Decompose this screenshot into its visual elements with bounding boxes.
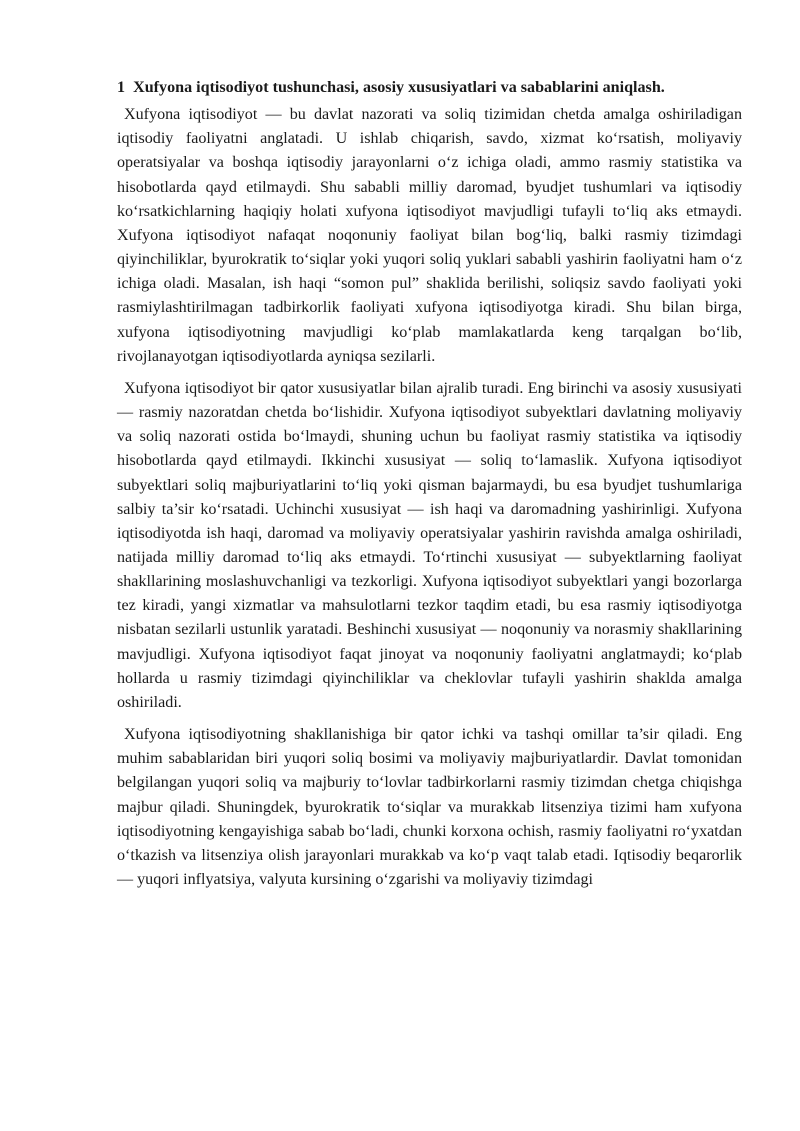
section-heading (117, 76, 742, 100)
paragraph-features: Xufyona iqtisodiyot bir qator xususiyatlar bilan ajralib turadi. Eng birinchi va asosiy xususiyati — rasmiy nazoratdan chetda bo‘lishidir. Xufyona iqtisodiyot subyektlari davlatning moliyaviy va soliq nazorati ostida bo‘lmaydi, shuning uchun bu faoliyat rasmiy statistika va iqtisodiy hisobotlarda qayd etilmaydi. Ikkinchi xususiyat — soliq to‘lamaslik. Xufyona iqtisodiyot subyektlari soliq majburiyatlarini to‘liq yoki qisman bajarmaydi, bu esa byudjet tushumlariga salbiy ta’sir ko‘rsatadi. Uchinchi xususiyat — ish haqi va daromadning yashirinligi. Xufyona iqtisodiyotda ish haqi, daromad va moliyaviy operatsiyalar yashirin ravishda amalga oshiriladi, natijada milliy daromad to‘liq aks etmaydi. To‘rtinchi xususiyat — subyektlarning faoliyat shakllarining moslashuvchanligi va tezkorligi. Xufyona iqtisodiyot subyektlari yangi bozorlarga tez kiradi, yangi xizmatlar va mahsulotlarni tezkor taqdim etadi, bu esa rasmiy iqtisodiyotga nisbatan sezilarli ustunlik yaratadi. Beshinchi xususiyat — noqonuniy va norasmiy shakllarining mavjudligi. Xufyona iqtisodiyot faqat jinoyat va noqonuniy faoliyatni anglatmaydi; ko‘plab hollarda u rasmiy tizimdagi qiyinchiliklar va cheklovlar tufayli yashirin shaklda amalga oshiriladi. (117, 379, 742, 711)
section-number: 1 (117, 79, 126, 96)
paragraph-causes: Xufyona iqtisodiyotning shakllanishiga bir qator ichki va tashqi omillar ta’sir qiladi. Eng muhim sabablaridan biri yuqori soliq bosimi va moliyaviy majburiyatlardir. Davlat tomonidan belgilangan yuqori soliq va majburiy to‘lovlar tadbirkorlarni rasmiy tizimdan chetga chiqishga majbur qiladi. Shuningdek, byurokratik to‘siqlar va murakkab litsenziya tizimi ham xufyona iqtisodiyotning kengayishiga sabab bo‘ladi, chunki korxona ochish, rasmiy faoliyatni ro‘yxatdan o‘tkazish va litsenziya olish jarayonlari murakkab va ko‘p vaqt talab etadi. Iqtisodiy beqarorlik — yuqori inflyatsiya, valyuta kursining o‘zgarishi va moliyaviy tizimdagi (117, 726, 742, 888)
section-title: Xufyona iqtisodiyot tushunchasi, asosiy xususiyatlari va sabablarini aniqlash. (133, 79, 665, 96)
paragraph-definition: Xufyona iqtisodiyot — bu davlat nazorati va soliq tizimidan chetda amalga oshiriladigan iqtisodiy faoliyatni anglatadi. U ishlab chiqarish, savdo, xizmat ko‘rsatish, moliyaviy operatsiyalar va boshqa iqtisodiy jarayonlarni o‘z ichiga oladi, ammo rasmiy statistika va hisobotlarda qayd etilmaydi. Shu sababli milliy daromad, byudjet tushumlari va iqtisodiy ko‘rsatkichlarning haqiqiy holati xufyona iqtisodiyot mavjudligi tufayli to‘liq aks etmaydi. Xufyona iqtisodiyot nafaqat noqonuniy faoliyat bilan bog‘liq, balki rasmiy tizimdagi qiyinchiliklar, byurokratik to‘siqlar yoki yuqori soliq yuklari sababli yashirin faoliyatni ham o‘z ichiga oladi. Masalan, ish haqi “somon pul” shaklida berilishi, soliqsiz savdo faoliyati yoki rasmiylashtirilmagan tadbirkorlik faoliyati xufyona iqtisodiyotga kiradi. Shu bilan birga, xufyona iqtisodiyotning mavjudligi ko‘plab mamlakatlarda keng tarqalgan bo‘lib, rivojlanayotgan iqtisodiyotlarda ayniqsa sezilarli. (117, 106, 742, 365)
document-page (117, 76, 742, 900)
